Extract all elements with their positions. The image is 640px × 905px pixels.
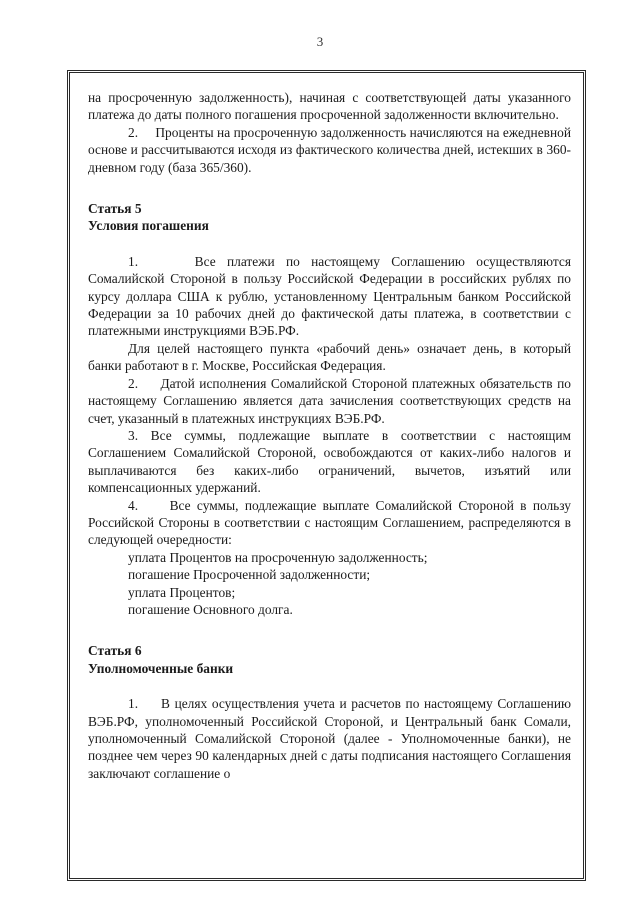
intro-paragraph-continuation: на просроченную задолженность), начиная с соответствующей даты указанного платежа до даты полного погашения просроченной задолженности включительно. <box>88 90 571 123</box>
article-5-paragraph-4: 4. Все суммы, подлежащие выплате Сомалийской Стороной в пользу Российской Стороны в соответствии с настоящим Соглашением, распределяются в следующей очередности: <box>88 497 571 548</box>
article-5-paragraph-1b: Для целей настоящего пункта «рабочий день» означает день, в который банки работают в г. Москве, Российская Федерация. <box>88 340 571 374</box>
list-item: погашение Просроченной задолженности; <box>128 567 371 583</box>
page-number: 3 <box>316 34 324 49</box>
article-6-subtitle: Уполномоченные банки <box>88 660 234 676</box>
article-5-paragraph-2: 2. Датой исполнения Сомалийской Стороной платежных обязательств по настоящему Соглашению является дата зачисления соответствующих средств на счет, указанный в платежных инструкциях ВЭБ.РФ. <box>88 375 571 426</box>
article-6-paragraph-1: 1. В целях осуществления учета и расчетов по настоящему Соглашению ВЭБ.РФ, уполномоченный Российской Стороной, и Центральный банк Сомали, уполномоченный Сомалийской Стороной (далее - Уполномоченные банки), не позднее чем через 90 календарных дней с даты подписания настоящего Соглашения заключают соглашение о <box>88 696 571 781</box>
article-5-paragraph-1: 1. Все платежи по настоящему Соглашению осуществляются Сомалийской Стороной в пользу Российской Федерации в российских рублях по курсу доллара США к рублю, установленному Центральным банком Российской Федерации за 10 рабочих дней до фактической даты платежа, в соответствии с платежными инструкциями ВЭБ.РФ. <box>88 253 571 339</box>
intro-paragraph-2: 2. Проценты на просроченную задолженность начисляются на ежедневной основе и рассчитываются исходя из фактического количества дней, истекших в 360-дневном году (база 365/360). <box>88 124 571 175</box>
article-6-title: Статья 6 <box>88 643 142 659</box>
list-item: уплата Процентов; <box>128 584 236 600</box>
page-frame <box>67 70 586 881</box>
article-5-subtitle: Условия погашения <box>88 218 209 234</box>
list-item: погашение Основного долга. <box>128 601 293 617</box>
document-body <box>88 89 571 782</box>
list-item: уплата Процентов на просроченную задолженность; <box>128 549 428 565</box>
article-5-paragraph-3: 3. Все суммы, подлежащие выплате в соответствии с настоящим Соглашением Сомалийской Стороной, освобождаются от каких-либо налогов и выплачиваются без каких-либо ограничений, вычетов, изъятий или компенсационных удержаний. <box>88 427 571 496</box>
article-5-title: Статья 5 <box>88 201 142 217</box>
